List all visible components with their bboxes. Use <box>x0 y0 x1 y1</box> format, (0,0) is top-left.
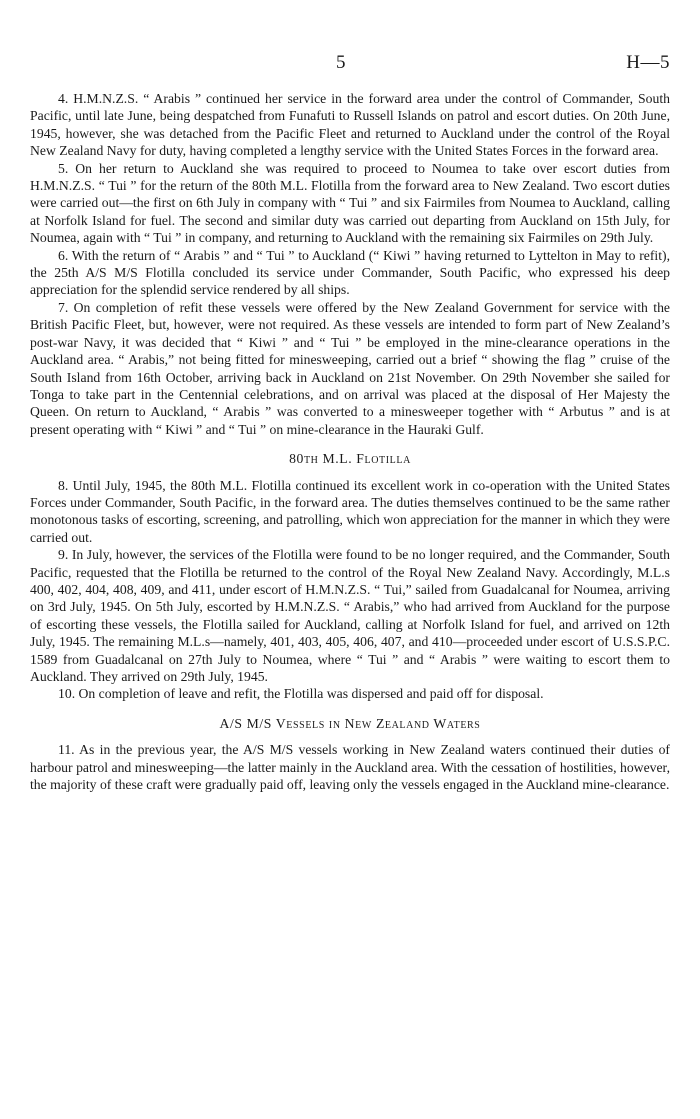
paragraph-10: 10. On completion of leave and refit, the Flotilla was dispersed and paid off for disposal. <box>58 686 544 702</box>
paragraph-9: 9. In July, however, the services of the Flotilla were found to be no longer required, and the Commander, South Pacific, requested that the Flotilla be returned to the control of the Royal New Zealand Navy. Accordingly, M.L.s 400, 402, 404, 408, 409, and 411, under escort of H.M.N.Z.S. “ Tui,” sailed from Guadalcanal for Noumea, arriving on 3rd July, 1945. On 5th July, escorted by H.M.N.Z.S. “ Arabis,” who had arrived from Auckland for the purpose of escorting these vessels, the Flotilla sailed for Auckland, calling at Norfolk Island for fuel, and arrived on 12th July, 1945. The remaining M.L.s—namely, 401, 403, 405, 406, 407, and 410—proceeded under escort of U.S.S.P.C. 1589 from Guadalcanal on 27th July to Noumea, where “ Tui ” and “ Arabis ” were waiting to escort them to Auckland. They arrived on 29th July, 1945. <box>30 547 670 684</box>
paragraph-8: 8. Until July, 1945, the 80th M.L. Flotilla continued its excellent work in co-operation with the United States Forces under Commander, South Pacific, in the forward area. The duties themselves continued to be the same rather monotonous tasks of escorting, screening, and patrolling, which won appreciation for the manner in which they were carried out. <box>30 477 670 545</box>
page-number: 5 <box>336 52 346 73</box>
paragraph-4: 4. H.M.N.Z.S. “ Arabis ” continued her service in the forward area under the control of Commander, South Pacific, until late June, being despatched from Funafuti to Russell Islands on patrol and escort duties. On 20th June, 1945, however, she was detached from the Pacific Fleet and returned to Auckland under the control of the Royal New Zealand Navy for duty, having completed a lengthy service with the United States Forces in the forward area. <box>30 91 670 159</box>
page-reference: H—5 <box>626 52 670 73</box>
paragraph-5: 5. On her return to Auckland she was required to proceed to Noumea to take over escort duties from H.M.N.Z.S. “ Tui ” for the return of the 80th M.L. Flotilla from the forward area to New Zealand. Two escort duties were carried out—the first on 6th July in company with “ Tui ” and six Fairmiles from Noumea to Auckland, calling at Norfolk Island for fuel. The second and similar duty was carried out departing from Auckland on 15th July, for Noumea, again with “ Tui ” in company, and returning to Auckland with the remaining six Fairmiles on 29th July. <box>30 160 670 246</box>
section-heading-nz-waters: A/S M/S Vessels in New Zealand Waters <box>219 715 481 731</box>
page-header <box>30 52 670 82</box>
document-page <box>30 52 670 793</box>
section-heading-ml-flotilla: 80th M.L. Flotilla <box>289 451 411 467</box>
paragraph-11: 11. As in the previous year, the A/S M/S vessels working in New Zealand waters continued their duties of harbour patrol and minesweeping—the latter mainly in the Auckland area. With the cessation of hostilities, however, the majority of these craft were gradually paid off, leaving only the vessels engaged in the Auckland mine-clearance. <box>30 742 670 793</box>
paragraph-7: 7. On completion of refit these vessels were offered by the New Zealand Government for service with the British Pacific Fleet, but, however, were not required. As these vessels are intended to form part of New Zealand’s post-war Navy, it was decided that “ Kiwi ” and “ Tui ” be employed in the mine-clearance operations in the Auckland area. “ Arabis,” not being fitted for minesweeping, carried out a brief “ showing the flag ” cruise of the South Island from 16th October, arriving back in Auckland on 21st November. On 29th November she sailed for Tonga to take part in the Centennial celebrations, and on arrival was placed at the disposal of Her Majesty the Queen. On return to Auckland, “ Arabis ” was converted to a minesweeper together with “ Arbutus ” and is at present operating with “ Kiwi ” and “ Tui ” on mine-clearance in the Hauraki Gulf. <box>30 299 670 437</box>
paragraph-6: 6. With the return of “ Arabis ” and “ Tui ” to Auckland (“ Kiwi ” having returned to Lyttelton in May to refit), the 25th A/S M/S Flotilla concluded its service under Commander, South Pacific, who expressed his deep appreciation for the splendid service rendered by all ships. <box>30 247 670 298</box>
